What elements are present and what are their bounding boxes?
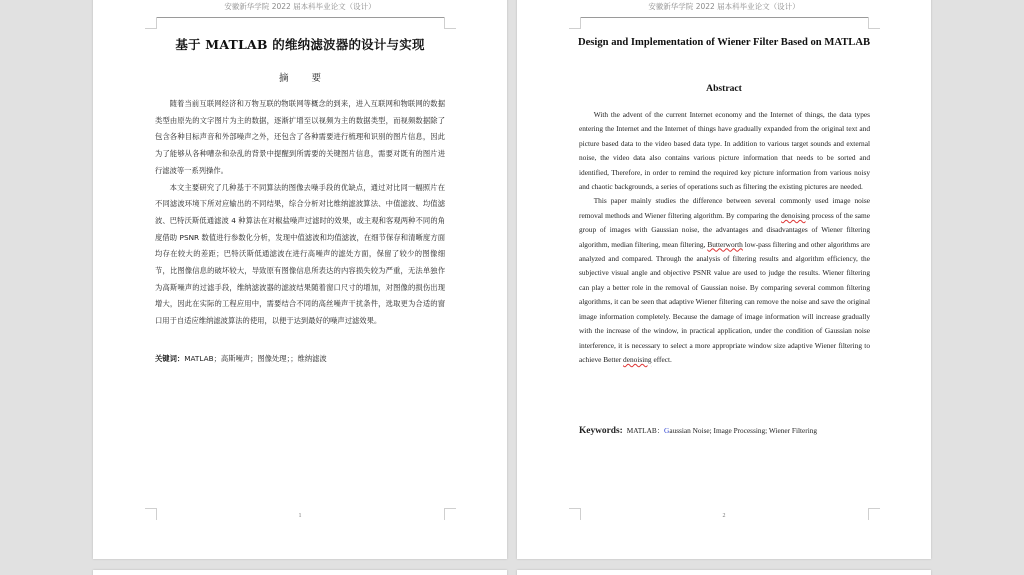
- document-page-3[interactable]: [93, 570, 507, 575]
- keywords-label: 关键词：: [155, 354, 185, 363]
- abstract-paragraph[interactable]: 随着当前互联网经济和万物互联的物联网等概念的到来，进入互联网和物联网的数据类型由原先的文字图片为主的数据，逐渐扩增至以视频为主的数据类型，而视频数据除了包含各种目标声音和外部噪声之外，还包含了各种需要进行梳理和识别的图片信息，因此为了能够从各种嘈杂和杂乱的背景中提醒到所需要的关键图片信息，需要对既有的图片进行滤波等一系列操作。: [155, 99, 445, 175]
- header-rule: [156, 17, 445, 18]
- abstract-paragraph[interactable]: With the advent of the current Internet economy and the Internet of things, the data types entering the Internet and the Internet of things have gradually expanded from the original text and picture based data to the video based data type. In addition to various target sounds and external noise, the video data also contains various picture information that needs to be sorted and identified, Therefore, in order to remind the required key picture information from various noisy and chaotic backgrounds, a series of operations such as filtering the existing pictures are needed.: [579, 110, 870, 192]
- margin-corner-mark: [569, 17, 581, 29]
- page-header: 安徽新华学院 2022 届本科毕业论文（设计）: [648, 2, 800, 11]
- chinese-title: 基于 MATLAB 的维纳滤波器的设计与实现: [175, 37, 425, 52]
- page-number: 1: [298, 513, 302, 519]
- keywords-value[interactable]: aussian Noise; Image Processing; Wiener Filtering: [669, 426, 818, 435]
- document-page-1[interactable]: [93, 0, 507, 559]
- keywords-label: Keywords:: [579, 426, 623, 436]
- keywords-value[interactable]: MATLAB；高斯噪声；图像处理；；维纳滤波: [184, 354, 327, 363]
- misspelled-word[interactable]: Butterworth: [707, 239, 743, 249]
- english-title: Design and Implementation of Wiener Filter Based on MATLAB: [577, 37, 871, 48]
- chinese-abstract-heading: 摘 要: [278, 73, 332, 84]
- abstract-paragraph[interactable]: [579, 194, 870, 367]
- abstract-paragraph[interactable]: 本文主要研究了几种基于不同算法的图像去噪手段的优缺点，通过对比同一幅照片在不同滤波环境下所对应输出的不同结果，综合分析对比维纳滤波算法、中值滤波、均值滤波、巴特沃斯低通滤波 4 种算法在对椒盐噪声过滤时的效果，或主观和客观两种不同的角度借助 PSNR 数值进行参数化分析，发现中值滤波和均值滤波，在细节保存和清晰度方面均存在较大的差距；巴特沃斯低通滤波在进行高噪声的滤处方面，保留了较少的图像细节，比图像信息的破坏较大，导致原有图像信息所表达的内容损失较为严重，无法单独作为高斯噪声的过滤手段，维纳滤波器的滤波结果随着窗口尺寸的增加，对图像的损伤出现增大，因此在实际的工程应用中，需要结合不同的高丝噪声干扰条件，选取更为合适的窗口用于自适应维纳滤波算法的使用，以便于达到最好的噪声过滤效果。: [155, 182, 445, 326]
- chinese-abstract-body[interactable]: [155, 96, 445, 330]
- text-run: process of the same group of images with Gaussian noise, the advantages and disadvantages of Wiener filtering algorithm, median filtering, mean filtering,: [579, 210, 870, 249]
- misspelled-word[interactable]: denoising: [781, 210, 810, 220]
- text-run: low-pass filtering and other algorithms are analyzed and compared. Through the analysis of filtering results and algorithm efficiency, the subjective visual angle and objective PSNR value are used to judge the results. Wiener filtering can play a better role in the removal of Gaussian noise. By comparing several common filtering algorithms, it can be seen that adaptive Wiener filtering can remove the noise and save the original image information completely. Because the damage of image information will increase gradually with the increase of the window, in practical application, under the condition of Gaussian noise interference, it is necessary to select a more appropriate window size adaptive Wiener filtering to achieve Better: [579, 239, 870, 364]
- text-run: effect.: [651, 354, 672, 364]
- margin-corner-mark: [868, 17, 880, 29]
- keywords-value[interactable]: G: [664, 426, 670, 435]
- english-abstract-body[interactable]: [579, 108, 870, 367]
- document-page-2[interactable]: [517, 0, 931, 559]
- document-page-4[interactable]: [517, 570, 931, 575]
- margin-corner-mark: [145, 17, 157, 29]
- page-header: 安徽新华学院 2022 届本科毕业论文（设计）: [224, 2, 376, 11]
- misspelled-word[interactable]: denoising: [623, 354, 652, 364]
- chinese-keywords[interactable]: [155, 354, 445, 364]
- english-abstract-heading: Abstract: [706, 83, 742, 94]
- text-run: This paper mainly studies the difference between several commonly used image noise removal methods and Wiener filtering algorithm. By comparing the: [579, 196, 870, 220]
- english-keywords[interactable]: [579, 426, 879, 436]
- header-rule: [580, 17, 869, 18]
- page-number: 2: [722, 513, 726, 519]
- margin-corner-mark: [444, 17, 456, 29]
- keywords-value[interactable]: MATLAB：: [626, 426, 665, 435]
